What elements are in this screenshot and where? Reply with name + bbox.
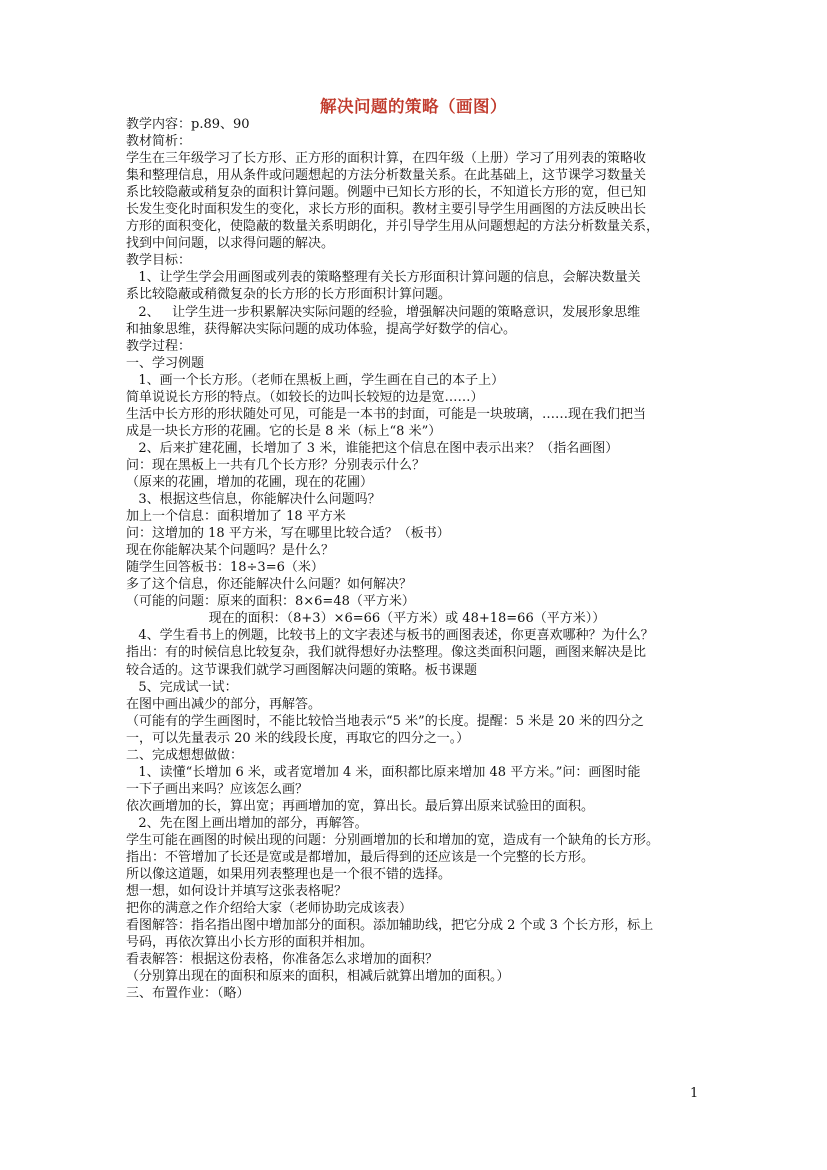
text-line: 和抽象思维，获得解决实际问题的成功体验，提高学好数学的信心。: [126, 321, 517, 337]
text-line: 问：这增加的 18 平方米，写在哪里比较合适？（板书）: [126, 526, 450, 542]
text-line: 多了这个信息，你还能解决什么问题？如何解决？: [126, 577, 413, 593]
text-line: 1、让学生学会用画图或列表的策略整理有关长方形面积计算问题的信息，会解决数量关: [126, 270, 641, 286]
text-line: 学生可能在画图的时候出现的问题：分别画增加的长和增加的宽，造成有一个缺角的长方形。: [126, 832, 660, 848]
text-line: 系比较隐蔽或稍复杂的面积计算问题。例题中已知长方形的长，不知道长方形的宽，但已知: [126, 185, 647, 201]
text-line: 所以像这道题，如果用列表整理也是一个很不错的选择。: [126, 867, 452, 883]
text-line: 简单说说长方形的特点。（如较长的边叫长较短的边是宽……）: [126, 389, 484, 405]
text-line: 5、完成试一试：: [126, 679, 238, 695]
text-line: 找到中间问题，以求得问题的解决。: [126, 236, 335, 252]
text-line: 现在的面积：（8+3）×6=66（平方米）或 48+18=66（平方米））: [126, 611, 606, 627]
text-line: 较合适的。这节课我们就学习画图解决问题的策略。板书课题: [126, 662, 478, 678]
text-line: 问：现在黑板上一共有几个长方形？分别表示什么？: [126, 457, 426, 473]
text-line: （分别算出现在的面积和原来的面积，相减后就算出增加的面积。）: [126, 969, 510, 985]
text-line: 教学过程：: [126, 338, 192, 354]
text-line: 成是一块长方形的花圃。它的长是 8 米（标上“8 米”）: [126, 423, 442, 439]
text-line: 想一想，如何设计并填写这张表格呢？: [126, 884, 348, 900]
text-line: 教学目标：: [126, 253, 192, 269]
text-line: 3、根据这些信息，你能解决什么问题吗？: [126, 492, 381, 508]
text-line: 号码，再依次算出小长方形的面积并相加。: [126, 935, 374, 951]
text-line: 学生在三年级学习了长方形、正方形的面积计算，在四年级（上册）学习了用列表的策略收: [126, 151, 647, 167]
text-line: 生活中长方形的形状随处可见，可能是一本书的封面，可能是一块玻璃，……现在我们把当: [126, 406, 647, 422]
text-line: 一下子画出来吗？应该怎么画？: [126, 781, 309, 797]
text-line: 指出：有的时候信息比较复杂，我们就得想好办法整理。像这类面积问题，画图来解决是比: [126, 645, 647, 661]
document-body: [126, 116, 706, 1002]
text-line: 看表解答：根据这份表格，你准备怎么求增加的面积？: [126, 952, 439, 968]
text-line: 2、先在图上画出增加的部分，再解答。: [126, 815, 368, 831]
text-line: 现在你能解决某个问题吗？是什么？: [126, 543, 335, 559]
text-line: 长发生变化时面积发生的变化，求长方形的面积。教材主要引导学生用画图的方法反映出长: [126, 202, 647, 218]
text-line: 1、画一个长方形。（老师在黑板上画，学生画在自己的本子上）: [126, 372, 505, 388]
text-line: 随学生回答板书：18÷3=6（米）: [126, 560, 324, 576]
text-line: （可能的问题：原来的面积：8×6=48（平方米）: [126, 594, 415, 610]
text-line: 加上一个信息：面积增加了 18 平方米: [126, 509, 346, 525]
text-line: 2、后来扩建花圃，长增加了 3 米，谁能把这个信息在图中表示出来？（指名画图）: [126, 440, 619, 456]
text-line: 二、完成想想做做：: [126, 747, 244, 763]
text-line: 方形的面积变化，使隐蔽的数量关系明朗化，并引导学生用从问题想起的方法分析数量关系，: [126, 219, 660, 235]
text-line: 集和整理信息，用从条件或问题想起的方法分析数量关系。在此基础上，这节课学习数量关: [126, 168, 647, 184]
text-line: 在图中画出减少的部分，再解答。: [126, 696, 322, 712]
text-line: 看图解答：指名指出图中增加部分的面积。添加辅助线，把它分成 2 个或 3 个长方形，标上: [126, 918, 654, 934]
text-line: 三、布置作业：（略）: [126, 986, 250, 1002]
text-line: 一、学习例题: [126, 355, 205, 371]
text-line: 一，可以先量表示 20 米的线段长度，再取它的四分之一。）: [126, 730, 470, 746]
text-line: 系比较隐蔽或稍微复杂的长方形的长方形面积计算问题。: [126, 287, 452, 303]
text-line: （原来的花圃，增加的花圃，现在的花圃）: [126, 474, 374, 490]
page-title: 解决问题的策略（画图）: [320, 97, 507, 116]
page-number: 1: [690, 1086, 699, 1101]
text-line: 教学内容：p.89、90: [126, 117, 250, 132]
text-line: 4、学生看书上的例题，比较书上的文字表述与板书的画图表述，你更喜欢哪种？为什么？: [126, 628, 654, 644]
text-line: 2、 让学生进一步积累解决实际问题的经验，增强解决问题的策略意识，发展形象思维: [126, 304, 641, 320]
text-line: 依次画增加的长，算出宽；再画增加的宽，算出长。最后算出原来试验田的面积。: [126, 798, 595, 814]
text-line: 教材简析：: [126, 134, 192, 150]
text-line: 把你的满意之作介绍给大家（老师协助完成该表）: [126, 901, 413, 917]
text-line: （可能有的学生画图时，不能比较恰当地表示“5 米”的长度。提醒：5 米是 20 米的四分之: [126, 713, 644, 729]
text-line: 1、读懂“长增加 6 米，或者宽增加 4 米，面积都比原来增加 48 平方米。”问：画图时能: [126, 764, 641, 780]
text-line: 指出：不管增加了长还是宽或是都增加，最后得到的还应该是一个完整的长方形。: [126, 850, 595, 866]
